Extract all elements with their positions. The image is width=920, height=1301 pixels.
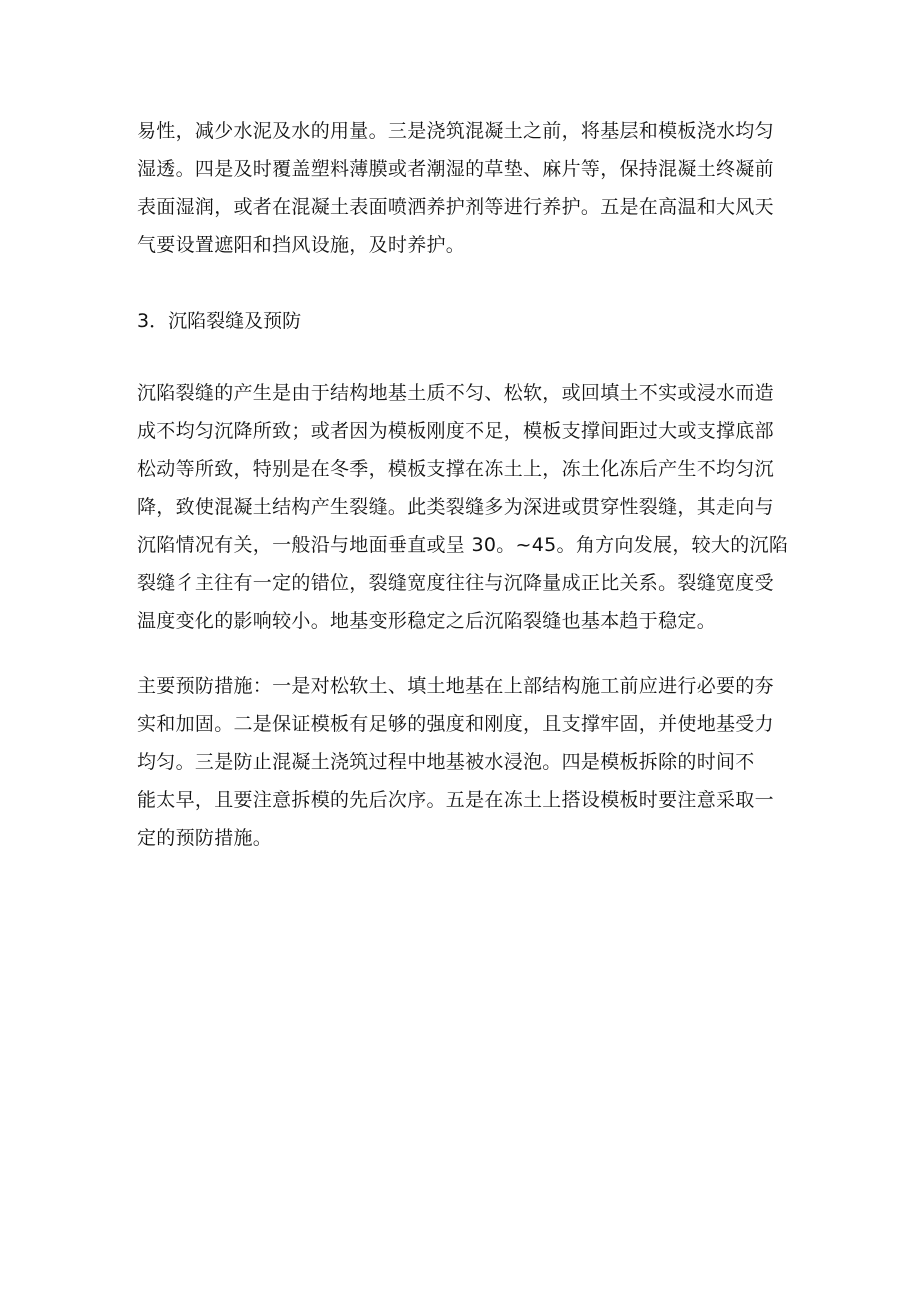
text-line: 沉陷情况有关，一般沿与地面垂直或呈 30。~45。角方向发展，较大的沉陷: [137, 534, 789, 556]
text-line: 均匀。三是防止混凝土浇筑过程中地基被水浸泡。四是模板拆除的时间不: [137, 751, 755, 773]
text-line: 成不均匀沉降所致；或者因为模板刚度不足，模板支撑间距过大或支撑底部: [137, 420, 774, 442]
paragraph-settlement-causes: [137, 374, 787, 640]
text-line: 裂缝彳主往有一定的错位，裂缝宽度往往与沉降量成正比关系。裂缝宽度受: [137, 572, 774, 594]
text-line: 沉陷裂缝的产生是由于结构地基土质不匀、松软，或回填土不实或浸水而造: [137, 382, 774, 404]
text-line: 实和加固。二是保证模板有足够的强度和刚度，且支撑牢固，并使地基受力: [137, 713, 774, 735]
text-line: 易性，减少水泥及水的用量。三是浇筑混凝土之前，将基层和模板浇水均匀: [137, 120, 774, 142]
section-heading-settlement-cracks: 3．沉陷裂缝及预防: [137, 310, 302, 332]
text-line: 松动等所致，特别是在冬季，模板支撑在冻土上，冻土化冻后产生不均匀沉: [137, 458, 774, 480]
paragraph-spacer: [137, 264, 787, 302]
paragraph-spacer: [137, 640, 787, 667]
text-line: 气要设置遮阳和挡风设施，及时养护。: [137, 234, 466, 256]
text-line: 温度变化的影响较小。地基变形稳定之后沉陷裂缝也基本趋于稳定。: [137, 610, 717, 632]
text-line: 定的预防措施。: [137, 827, 273, 849]
text-line: 湿透。四是及时覆盖塑料薄膜或者潮湿的草垫、麻片等，保持混凝土终凝前: [137, 158, 774, 180]
text-line: 主要预防措施：一是对松软土、填土地基在上部结构施工前应进行必要的夯: [137, 675, 774, 697]
text-line: 降，致使混凝土结构产生裂缝。此类裂缝多为深进或贯穿性裂缝，其走向与: [137, 496, 774, 518]
text-line: 表面湿润，或者在混凝土表面喷洒养护剂等进行养护。五是在高温和大风天: [137, 196, 774, 218]
paragraph-prevention-measures: [137, 667, 787, 857]
paragraph-curing-measures: [137, 112, 787, 264]
text-line: 能太早，且要注意拆模的先后次序。五是在冻土上搭设模板时要注意采取一: [137, 789, 774, 811]
paragraph-spacer: [137, 340, 787, 374]
document-body: [137, 112, 787, 857]
